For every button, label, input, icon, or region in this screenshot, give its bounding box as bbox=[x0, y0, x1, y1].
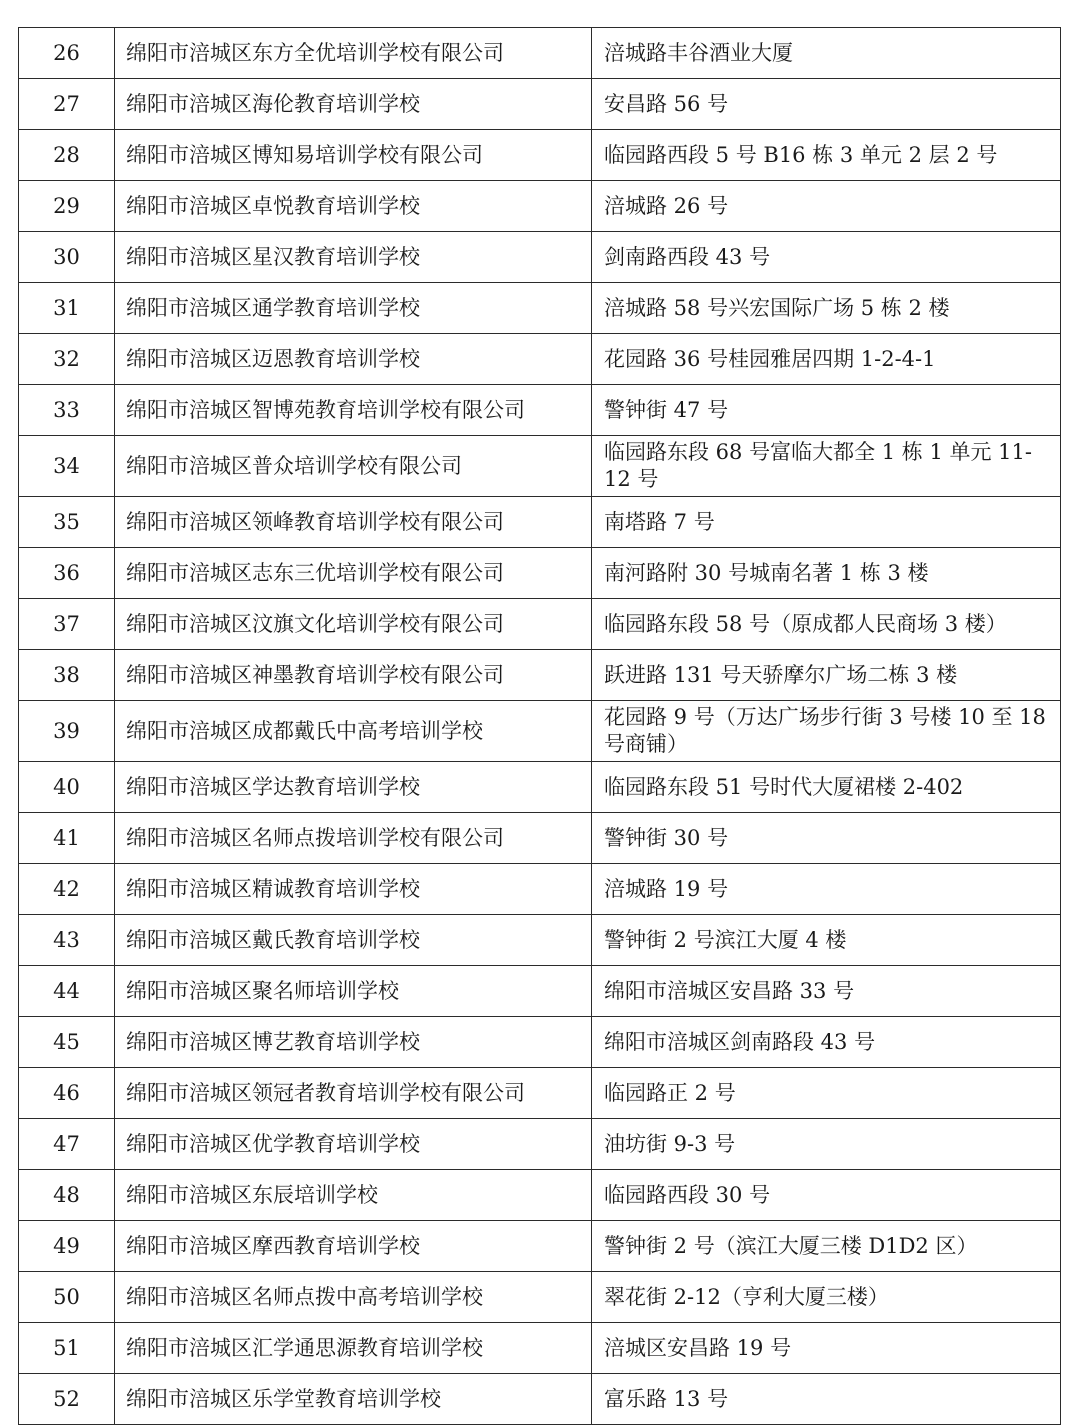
school-name: 绵阳市涪城区领冠者教育培训学校有限公司 bbox=[115, 1068, 592, 1119]
school-address: 南河路附 30 号城南名著 1 栋 3 楼 bbox=[592, 548, 1061, 599]
table-row bbox=[19, 548, 1061, 599]
row-number: 32 bbox=[19, 334, 115, 385]
school-name: 绵阳市涪城区智博苑教育培训学校有限公司 bbox=[115, 385, 592, 436]
school-name: 绵阳市涪城区优学教育培训学校 bbox=[115, 1119, 592, 1170]
school-name: 绵阳市涪城区博艺教育培训学校 bbox=[115, 1017, 592, 1068]
row-number: 42 bbox=[19, 864, 115, 915]
school-address: 涪城路 58 号兴宏国际广场 5 栋 2 楼 bbox=[592, 283, 1061, 334]
school-address: 涪城路丰谷酒业大厦 bbox=[592, 28, 1061, 79]
school-name: 绵阳市涪城区汶旗文化培训学校有限公司 bbox=[115, 599, 592, 650]
row-number: 45 bbox=[19, 1017, 115, 1068]
row-number: 28 bbox=[19, 130, 115, 181]
school-address: 涪城区安昌路 19 号 bbox=[592, 1323, 1061, 1374]
school-name: 绵阳市涪城区名师点拨培训学校有限公司 bbox=[115, 813, 592, 864]
table-row bbox=[19, 79, 1061, 130]
table-row bbox=[19, 181, 1061, 232]
row-number: 30 bbox=[19, 232, 115, 283]
school-name: 绵阳市涪城区东辰培训学校 bbox=[115, 1170, 592, 1221]
table-row bbox=[19, 701, 1061, 762]
table-row bbox=[19, 1323, 1061, 1374]
school-address: 跃进路 131 号天骄摩尔广场二栋 3 楼 bbox=[592, 650, 1061, 701]
table-row bbox=[19, 1017, 1061, 1068]
school-name: 绵阳市涪城区摩西教育培训学校 bbox=[115, 1221, 592, 1272]
school-name: 绵阳市涪城区东方全优培训学校有限公司 bbox=[115, 28, 592, 79]
school-list-table bbox=[18, 27, 1061, 1425]
school-name: 绵阳市涪城区乐学堂教育培训学校 bbox=[115, 1374, 592, 1425]
school-address: 警钟街 47 号 bbox=[592, 385, 1061, 436]
school-name: 绵阳市涪城区通学教育培训学校 bbox=[115, 283, 592, 334]
school-name: 绵阳市涪城区领峰教育培训学校有限公司 bbox=[115, 497, 592, 548]
table-row bbox=[19, 599, 1061, 650]
school-address: 警钟街 30 号 bbox=[592, 813, 1061, 864]
school-address: 临园路正 2 号 bbox=[592, 1068, 1061, 1119]
school-name: 绵阳市涪城区神墨教育培训学校有限公司 bbox=[115, 650, 592, 701]
school-name: 绵阳市涪城区星汉教育培训学校 bbox=[115, 232, 592, 283]
row-number: 51 bbox=[19, 1323, 115, 1374]
school-address: 临园路东段 58 号（原成都人民商场 3 楼） bbox=[592, 599, 1061, 650]
row-number: 37 bbox=[19, 599, 115, 650]
table-row bbox=[19, 864, 1061, 915]
row-number: 39 bbox=[19, 701, 115, 762]
school-name: 绵阳市涪城区普众培训学校有限公司 bbox=[115, 436, 592, 497]
school-name: 绵阳市涪城区戴氏教育培训学校 bbox=[115, 915, 592, 966]
school-address: 翠花街 2-12（亨利大厦三楼） bbox=[592, 1272, 1061, 1323]
table-row bbox=[19, 1272, 1061, 1323]
school-address: 临园路东段 51 号时代大厦裙楼 2-402 bbox=[592, 762, 1061, 813]
school-address: 安昌路 56 号 bbox=[592, 79, 1061, 130]
row-number: 46 bbox=[19, 1068, 115, 1119]
table-row bbox=[19, 966, 1061, 1017]
row-number: 26 bbox=[19, 28, 115, 79]
table-row bbox=[19, 232, 1061, 283]
school-name: 绵阳市涪城区博知易培训学校有限公司 bbox=[115, 130, 592, 181]
table-row bbox=[19, 334, 1061, 385]
table-row bbox=[19, 497, 1061, 548]
school-address: 绵阳市涪城区安昌路 33 号 bbox=[592, 966, 1061, 1017]
row-number: 38 bbox=[19, 650, 115, 701]
table-row bbox=[19, 1374, 1061, 1425]
row-number: 48 bbox=[19, 1170, 115, 1221]
school-address: 南塔路 7 号 bbox=[592, 497, 1061, 548]
school-name: 绵阳市涪城区卓悦教育培训学校 bbox=[115, 181, 592, 232]
school-address: 警钟街 2 号（滨江大厦三楼 D1D2 区） bbox=[592, 1221, 1061, 1272]
row-number: 43 bbox=[19, 915, 115, 966]
row-number: 49 bbox=[19, 1221, 115, 1272]
row-number: 36 bbox=[19, 548, 115, 599]
school-name: 绵阳市涪城区汇学通思源教育培训学校 bbox=[115, 1323, 592, 1374]
table-row bbox=[19, 1221, 1061, 1272]
school-address: 临园路西段 30 号 bbox=[592, 1170, 1061, 1221]
table-row bbox=[19, 283, 1061, 334]
row-number: 52 bbox=[19, 1374, 115, 1425]
table-row bbox=[19, 1170, 1061, 1221]
school-address: 富乐路 13 号 bbox=[592, 1374, 1061, 1425]
row-number: 27 bbox=[19, 79, 115, 130]
school-name: 绵阳市涪城区成都戴氏中高考培训学校 bbox=[115, 701, 592, 762]
school-name: 绵阳市涪城区海伦教育培训学校 bbox=[115, 79, 592, 130]
school-address: 绵阳市涪城区剑南路段 43 号 bbox=[592, 1017, 1061, 1068]
row-number: 41 bbox=[19, 813, 115, 864]
school-address: 临园路西段 5 号 B16 栋 3 单元 2 层 2 号 bbox=[592, 130, 1061, 181]
row-number: 31 bbox=[19, 283, 115, 334]
school-name: 绵阳市涪城区学达教育培训学校 bbox=[115, 762, 592, 813]
row-number: 33 bbox=[19, 385, 115, 436]
row-number: 40 bbox=[19, 762, 115, 813]
row-number: 29 bbox=[19, 181, 115, 232]
school-address: 剑南路西段 43 号 bbox=[592, 232, 1061, 283]
school-name: 绵阳市涪城区聚名师培训学校 bbox=[115, 966, 592, 1017]
row-number: 47 bbox=[19, 1119, 115, 1170]
row-number: 50 bbox=[19, 1272, 115, 1323]
row-number: 34 bbox=[19, 436, 115, 497]
row-number: 44 bbox=[19, 966, 115, 1017]
school-address: 花园路 36 号桂园雅居四期 1-2-4-1 bbox=[592, 334, 1061, 385]
school-address: 警钟街 2 号滨江大厦 4 楼 bbox=[592, 915, 1061, 966]
table-row bbox=[19, 762, 1061, 813]
school-address: 涪城路 19 号 bbox=[592, 864, 1061, 915]
document-page bbox=[18, 27, 1060, 1425]
table-row bbox=[19, 130, 1061, 181]
table-row bbox=[19, 915, 1061, 966]
school-address: 花园路 9 号（万达广场步行街 3 号楼 10 至 18 号商铺） bbox=[592, 701, 1061, 762]
table-row bbox=[19, 28, 1061, 79]
table-row bbox=[19, 385, 1061, 436]
table-row bbox=[19, 1119, 1061, 1170]
school-name: 绵阳市涪城区迈恩教育培训学校 bbox=[115, 334, 592, 385]
school-address: 涪城路 26 号 bbox=[592, 181, 1061, 232]
school-name: 绵阳市涪城区精诚教育培训学校 bbox=[115, 864, 592, 915]
school-name: 绵阳市涪城区名师点拨中高考培训学校 bbox=[115, 1272, 592, 1323]
table-row bbox=[19, 1068, 1061, 1119]
school-name: 绵阳市涪城区志东三优培训学校有限公司 bbox=[115, 548, 592, 599]
school-list-body bbox=[19, 28, 1061, 1425]
table-row bbox=[19, 436, 1061, 497]
table-row bbox=[19, 813, 1061, 864]
table-row bbox=[19, 650, 1061, 701]
school-address: 临园路东段 68 号富临大都全 1 栋 1 单元 11-12 号 bbox=[592, 436, 1061, 497]
school-address: 油坊街 9-3 号 bbox=[592, 1119, 1061, 1170]
row-number: 35 bbox=[19, 497, 115, 548]
